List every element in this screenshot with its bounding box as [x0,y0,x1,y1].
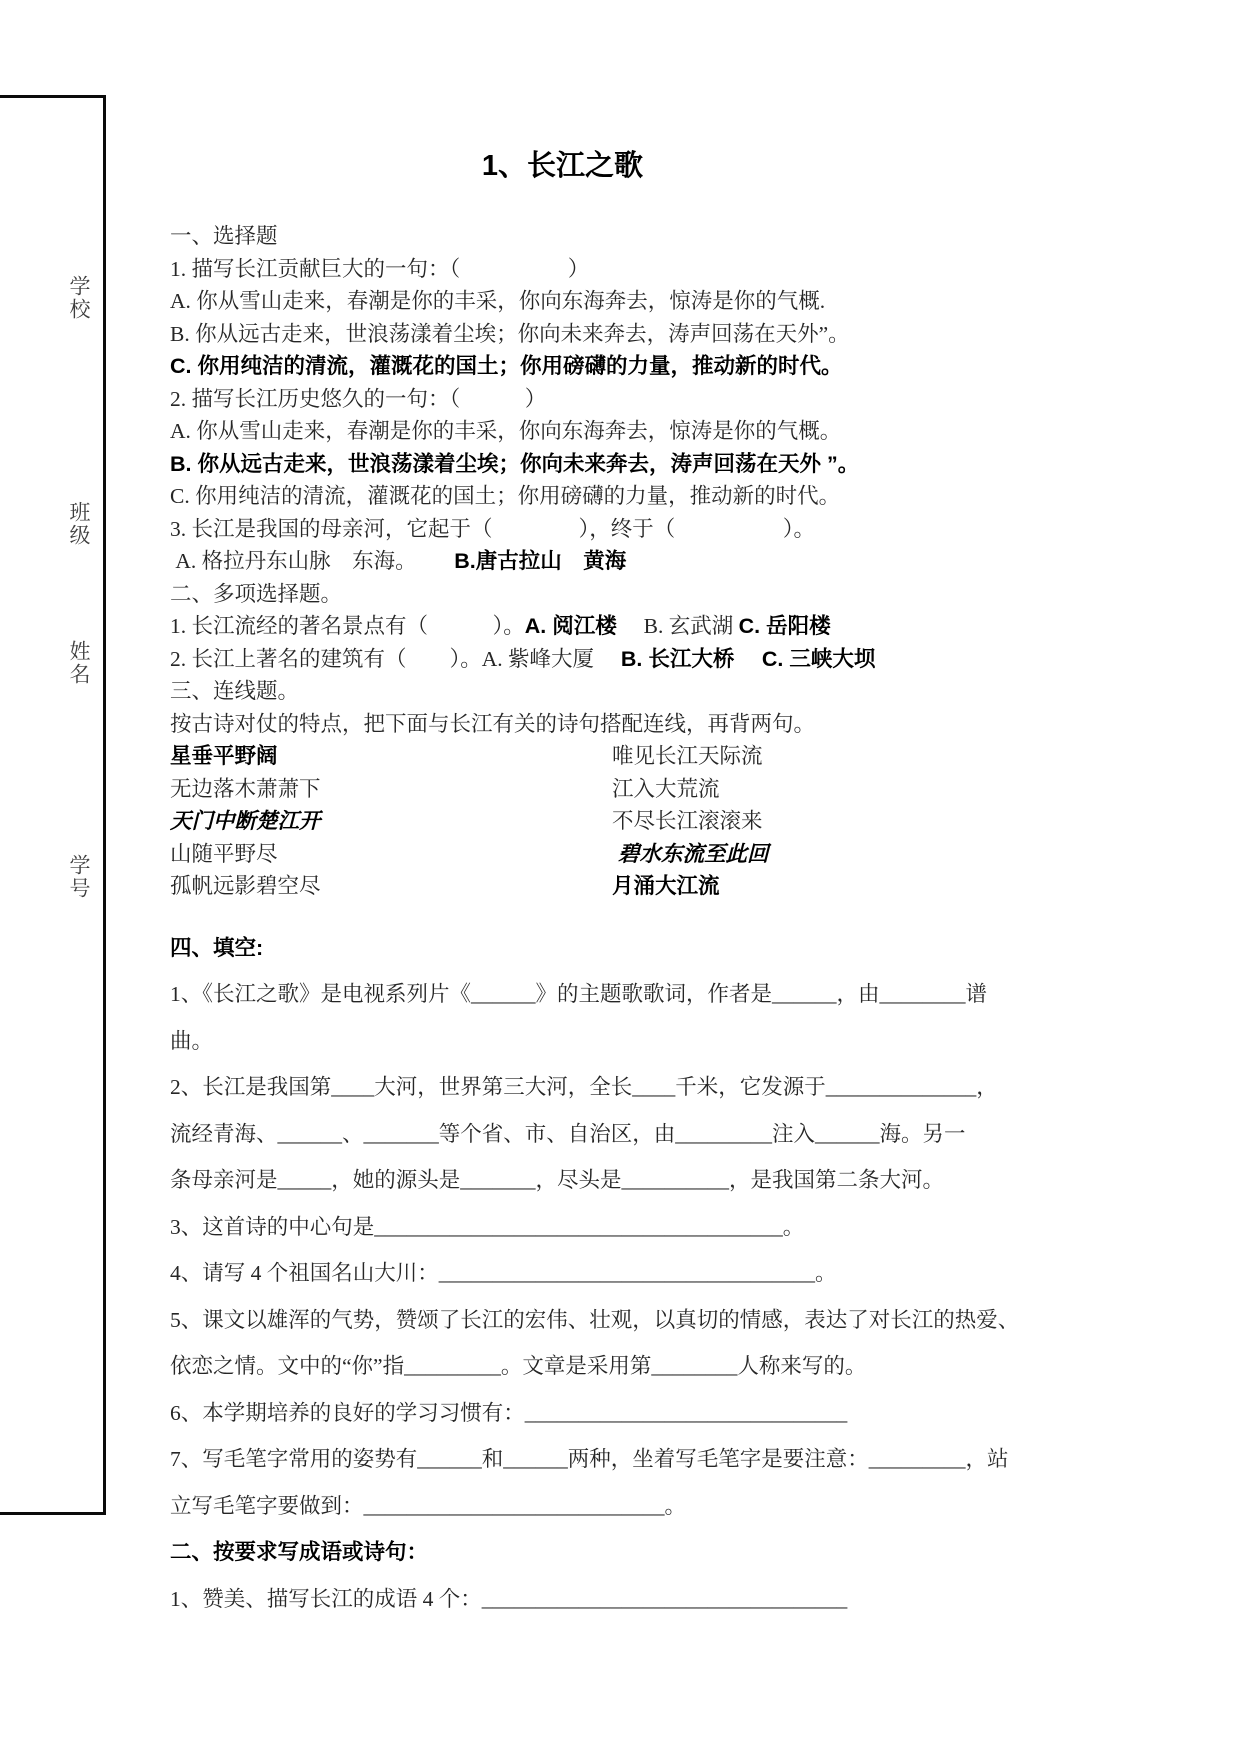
text-segment: 4、请写 4 个祖国名山大川：___________________________________。 [170,1261,837,1285]
worksheet-line [170,545,1075,578]
section-heading [170,220,1075,253]
text-segment: 2. 描写长江历史悠久的一句：（ ） [170,386,547,411]
page-title: 1、长江之歌 [481,150,644,182]
section-heading [170,675,1075,708]
worksheet-line [170,1204,1075,1251]
text-segment: 无边落木萧萧下 [170,776,321,801]
worksheet-line [170,318,1075,351]
text-segment: 天门中断楚江开 [170,809,321,833]
text-segment: 碧水东流至此回 [612,841,769,866]
worksheet-line [170,1297,1075,1344]
text-segment: 孤帆远影碧空尽 [170,874,321,898]
worksheet-line [170,1343,1075,1390]
text-segment: 2、长江是我国第____大河，世界第三大河，全长____千米，它发源于______________， [170,1075,998,1099]
text-segment: 一、选择题 [170,224,278,248]
match-row [170,740,1075,773]
text-segment: A. 你从雪山走来，春潮是你的丰采，你向东海奔去，惊涛是你的气概。 [170,419,842,443]
text-segment: B. 你从远古走来，世浪荡漾着尘埃；你向未来奔去，涛声回荡在天外”。 [170,321,850,346]
match-left-item [170,773,612,806]
student-info-label-class: 班级 [67,501,91,547]
text-segment: 二、按要求写成语或诗句： [170,1540,429,1564]
match-row [170,870,1075,903]
worksheet-line [170,253,1075,286]
match-right-item [612,773,1075,806]
worksheet-line [170,1390,1075,1437]
section-heading [170,925,1075,972]
text-segment: A. 你从雪山走来，春潮是你的丰采，你向东海奔去，惊涛是你的气概. [170,289,826,313]
text-segment: 月涌大江流 [612,874,720,898]
text-segment: B.唐古拉山 黄海 [454,549,627,573]
section-match [170,740,1075,903]
worksheet-line [170,610,1075,643]
text-segment: B. 长江大桥 C. 三峡大坝 [620,646,876,671]
worksheet-line [170,383,1075,416]
worksheet-line [170,415,1075,448]
match-row [170,773,1075,806]
text-segment: 四、填空: [170,935,264,960]
text-segment: 1、赞美、描写长江的成语 4 个：__________________________________ [170,1586,848,1611]
text-segment: 山随平野尽 [170,841,278,866]
text-segment: 2. 长江上著名的建筑有（ ）。A. 紫峰大厦 [170,646,621,671]
worksheet-line [170,1157,1075,1204]
text-segment: 不尽长江滚滚来 [612,809,763,833]
worksheet-line [170,1250,1075,1297]
text-segment: A. 阅江楼 [524,614,617,638]
text-segment: B. 玄武湖 [616,614,739,638]
worksheet-line [170,1018,1075,1065]
worksheet-line [170,1483,1075,1530]
match-left-item [170,740,612,773]
text-segment: 1、《长江之歌》是电视系列片《______》的主题歌歌词，作者是______，由________谱 [170,982,988,1006]
text-segment: 星垂平野阔 [170,744,278,768]
text-segment: 三、连线题。 [170,679,300,703]
worksheet-line [170,285,1075,318]
worksheet-line [170,350,1075,383]
match-right-item [612,805,1075,838]
worksheet-line [170,643,1075,676]
worksheet-line [170,1064,1075,1111]
worksheet-body [170,220,1075,1622]
text-segment: 江入大荒流 [612,776,720,801]
student-info-label-number: 学号 [67,854,91,900]
text-segment: 唯见长江天际流 [612,744,763,768]
text-segment: 依恋之情。文中的“你”指_________。文章是采用第________人称来写的。 [170,1354,867,1378]
text-segment: C. 岳阳楼 [738,614,831,638]
match-left-item [170,838,612,871]
match-left-item [170,870,612,903]
section-heading [170,1529,1075,1576]
text-segment: 3. 长江是我国的母亲河，它起于（ ），终于（ ）。 [170,516,816,541]
text-segment: 3、这首诗的中心句是______________________________________。 [170,1214,805,1239]
match-row [170,838,1075,871]
text-segment: 二、多项选择题。 [170,581,343,606]
text-segment: C. 你用纯洁的清流，灌溉花的国土；你用磅礴的力量，推动新的时代。 [170,354,843,378]
text-segment: 条母亲河是_____，她的源头是_______，尽头是__________，是我国第二条大河。 [170,1168,945,1192]
match-right-item [612,838,1075,871]
worksheet-line [170,448,1075,481]
worksheet-line [170,1436,1075,1483]
worksheet-line [170,1111,1075,1158]
text-segment: 立写毛笔字要做到：____________________________。 [170,1493,687,1518]
text-segment: 1. 长江流经的著名景点有（ ）。 [170,614,525,638]
student-info-box [0,95,106,1515]
worksheet-content [170,145,1075,1622]
match-row [170,805,1075,838]
text-segment: 5、课文以雄浑的气势，赞颂了长江的宏伟、壮观，以真切的情感，表达了对长江的热爱、 [170,1307,1020,1332]
worksheet-line [170,1576,1075,1623]
worksheet-line [170,708,1075,741]
student-info-label-school: 学校 [67,275,91,321]
section-heading [170,578,1075,611]
section-choice [170,220,1075,740]
text-segment: C. 你用纯洁的清流，灌溉花的国土；你用磅礴的力量，推动新的时代。 [170,484,841,508]
match-left-item [170,805,612,838]
student-info-label-name: 姓名 [67,640,91,686]
text-segment: 流经青海、______、_______等个省、市、自治区，由_________注入______海。另一 [170,1121,966,1146]
text-segment: 7、写毛笔字常用的姿势有______和______两种，坐着写毛笔字是要注意：_________，站 [170,1447,1009,1471]
match-right-item [612,740,1075,773]
worksheet-line [170,480,1075,513]
text-segment: 6、本学期培养的良好的学习习惯有：______________________________ [170,1400,848,1425]
text-segment: B. 你从远古走来，世浪荡漾着尘埃；你向未来奔去，涛声回荡在天外 ”。 [170,451,860,476]
match-right-item [612,870,1075,903]
section-fill [170,925,1075,1623]
text-segment: A. 格拉丹东山脉 东海。 [170,549,455,573]
text-segment: 曲。 [170,1028,214,1053]
worksheet-line [170,513,1075,546]
worksheet-line [170,971,1075,1018]
text-segment: 1. 描写长江贡献巨大的一句：（ ） [170,256,590,281]
text-segment: 按古诗对仗的特点，把下面与长江有关的诗句搭配连线，再背两句。 [170,711,816,736]
